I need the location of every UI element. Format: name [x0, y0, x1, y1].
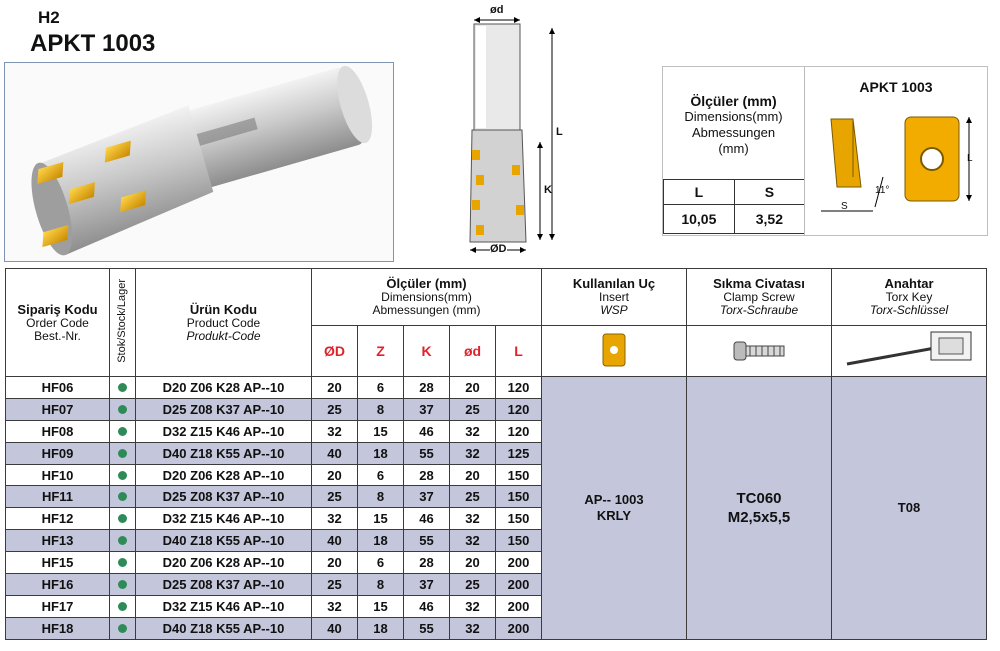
dim-D: 25: [312, 398, 358, 420]
dim-Z: 8: [358, 574, 404, 596]
dim-Z: 18: [358, 442, 404, 464]
dim-K: 55: [404, 442, 450, 464]
dim-D: 20: [312, 377, 358, 399]
in-stock-icon: [118, 383, 127, 392]
order-code: HF12: [6, 508, 110, 530]
torx-key-value: T08: [832, 377, 987, 640]
dim-K: 55: [404, 617, 450, 639]
stock-indicator: [110, 574, 136, 596]
dim-L: 200: [496, 595, 542, 617]
dim-d: 32: [450, 420, 496, 442]
dim-K: 55: [404, 530, 450, 552]
dim-Z: 8: [358, 398, 404, 420]
header-torx-key: Anahtar Torx Key Torx-Schlüssel: [832, 269, 987, 326]
dim-Z: 6: [358, 464, 404, 486]
dim-L: 150: [496, 464, 542, 486]
dim-d: 32: [450, 595, 496, 617]
order-code: HF08: [6, 420, 110, 442]
product-code: D25 Z08 K37 AP--10: [136, 574, 312, 596]
dim-Z: 18: [358, 617, 404, 639]
insert-drawing: [813, 107, 983, 232]
dim-D: 32: [312, 595, 358, 617]
header-product-code: Ürün Kodu Product Code Produkt-Code: [136, 269, 312, 377]
dim-K: 28: [404, 552, 450, 574]
insert-label-angle: 11°: [875, 185, 890, 196]
insert-label-L: L: [967, 153, 973, 164]
product-code: D20 Z06 K28 AP--10: [136, 464, 312, 486]
tool-dimension-drawing: [460, 0, 580, 262]
header-order-code: Sipariş Kodu Order Code Best.-Nr.: [6, 269, 110, 377]
product-code: D32 Z15 K46 AP--10: [136, 508, 312, 530]
product-code: D40 Z18 K55 AP--10: [136, 442, 312, 464]
spec-val-L: 10,05: [664, 205, 735, 234]
dim-L: 150: [496, 508, 542, 530]
table-row: [6, 377, 987, 399]
dim-K: 28: [404, 464, 450, 486]
order-code: HF15: [6, 552, 110, 574]
spec-insert-title: APKT 1003: [859, 79, 933, 95]
stock-indicator: [110, 595, 136, 617]
dim-D: 32: [312, 508, 358, 530]
end-mill-illustration: [5, 63, 393, 261]
dim-D: 32: [312, 420, 358, 442]
in-stock-icon: [118, 602, 127, 611]
stock-indicator: [110, 420, 136, 442]
dim-Z: 6: [358, 552, 404, 574]
header-stock: Stok/Stock/Lager: [110, 269, 136, 377]
product-code: D40 Z18 K55 AP--10: [136, 617, 312, 639]
spec-col-L: L: [664, 180, 735, 205]
order-code: HF06: [6, 377, 110, 399]
dim-D: 40: [312, 617, 358, 639]
product-code: D20 Z06 K28 AP--10: [136, 552, 312, 574]
dim-K: 46: [404, 508, 450, 530]
spec-dimensions-heading: [663, 67, 804, 179]
diagram-label-L: L: [556, 126, 563, 138]
order-code: HF16: [6, 574, 110, 596]
insert-value: AP-- 1003 KRLY: [542, 377, 687, 640]
dim-d: 20: [450, 464, 496, 486]
dim-L: 125: [496, 442, 542, 464]
product-code: D25 Z08 K37 AP--10: [136, 486, 312, 508]
in-stock-icon: [118, 405, 127, 414]
in-stock-icon: [118, 492, 127, 501]
product-code: D20 Z06 K28 AP--10: [136, 377, 312, 399]
dim-K: 46: [404, 420, 450, 442]
spec-dims-table: [663, 179, 805, 234]
torx-key-icon: [832, 326, 987, 377]
stock-indicator: [110, 552, 136, 574]
in-stock-icon: [118, 514, 127, 523]
product-photo: [4, 62, 394, 262]
header-insert: Kullanılan Uç Insert WSP: [542, 269, 687, 326]
stock-indicator: [110, 398, 136, 420]
dim-L: 150: [496, 486, 542, 508]
dim-Z: 18: [358, 530, 404, 552]
page-title: APKT 1003: [30, 30, 156, 57]
in-stock-icon: [118, 558, 127, 567]
order-code: HF07: [6, 398, 110, 420]
stock-indicator: [110, 530, 136, 552]
in-stock-icon: [118, 449, 127, 458]
dim-d: 20: [450, 377, 496, 399]
diagram-label-K: K: [544, 184, 552, 196]
dim-D: 20: [312, 552, 358, 574]
dim-d: 32: [450, 530, 496, 552]
dim-L: 150: [496, 530, 542, 552]
diagram-label-D: ØD: [490, 243, 507, 255]
dim-d: 32: [450, 442, 496, 464]
product-table: [5, 268, 987, 640]
product-code: D25 Z08 K37 AP--10: [136, 398, 312, 420]
dim-col-D: ØD: [312, 326, 358, 377]
dim-d: 32: [450, 617, 496, 639]
in-stock-icon: [118, 471, 127, 480]
in-stock-icon: [118, 580, 127, 589]
dim-col-K: K: [404, 326, 450, 377]
insert-label-S: S: [841, 201, 848, 212]
stock-indicator: [110, 442, 136, 464]
spec-dims-title: Ölçüler (mm): [690, 93, 777, 109]
dim-L: 120: [496, 398, 542, 420]
order-code: HF09: [6, 442, 110, 464]
diagram-label-d: ød: [490, 4, 504, 16]
insert-icon: [542, 326, 687, 377]
product-code: D40 Z18 K55 AP--10: [136, 530, 312, 552]
insert-spec-box: [662, 66, 988, 236]
dim-K: 37: [404, 574, 450, 596]
dim-K: 37: [404, 398, 450, 420]
dim-K: 28: [404, 377, 450, 399]
order-code: HF18: [6, 617, 110, 639]
dim-d: 32: [450, 508, 496, 530]
dim-D: 40: [312, 530, 358, 552]
spec-dims-en: Dimensions(mm): [684, 109, 783, 124]
dim-D: 25: [312, 486, 358, 508]
spec-col-S: S: [734, 180, 804, 205]
dim-D: 40: [312, 442, 358, 464]
clamp-screw-value: TC060 M2,5x5,5: [687, 377, 832, 640]
stock-indicator: [110, 617, 136, 639]
dim-D: 25: [312, 574, 358, 596]
in-stock-icon: [118, 624, 127, 633]
stock-indicator: [110, 464, 136, 486]
dim-L: 200: [496, 617, 542, 639]
dim-Z: 8: [358, 486, 404, 508]
order-code: HF17: [6, 595, 110, 617]
dim-Z: 15: [358, 595, 404, 617]
product-code: D32 Z15 K46 AP--10: [136, 595, 312, 617]
header-dimensions: Ölçüler (mm) Dimensions(mm) Abmessungen (mm): [312, 269, 542, 326]
stock-indicator: [110, 486, 136, 508]
dim-d: 25: [450, 574, 496, 596]
dim-d: 25: [450, 486, 496, 508]
dim-D: 20: [312, 464, 358, 486]
dim-L: 120: [496, 377, 542, 399]
stock-indicator: [110, 508, 136, 530]
dim-Z: 15: [358, 420, 404, 442]
order-code: HF11: [6, 486, 110, 508]
dim-Z: 6: [358, 377, 404, 399]
product-code: D32 Z15 K46 AP--10: [136, 420, 312, 442]
order-code: HF13: [6, 530, 110, 552]
section-code: H2: [38, 8, 60, 27]
dim-L: 200: [496, 574, 542, 596]
header-clamp-screw: Sıkma Civatası Clamp Screw Torx-Schraube: [687, 269, 832, 326]
dim-col-Z: Z: [358, 326, 404, 377]
dim-col-d: ød: [450, 326, 496, 377]
dim-d: 25: [450, 398, 496, 420]
stock-indicator: [110, 377, 136, 399]
dim-Z: 15: [358, 508, 404, 530]
spec-dims-unit: (mm): [718, 141, 749, 156]
spec-dims-de: Abmessungen: [691, 125, 776, 140]
dim-L: 120: [496, 420, 542, 442]
order-code: HF10: [6, 464, 110, 486]
dim-L: 200: [496, 552, 542, 574]
spec-val-S: 3,52: [734, 205, 804, 234]
clamp-screw-icon: [687, 326, 832, 377]
in-stock-icon: [118, 536, 127, 545]
dim-d: 20: [450, 552, 496, 574]
dim-K: 37: [404, 486, 450, 508]
in-stock-icon: [118, 427, 127, 436]
dim-col-L: L: [496, 326, 542, 377]
dim-K: 46: [404, 595, 450, 617]
